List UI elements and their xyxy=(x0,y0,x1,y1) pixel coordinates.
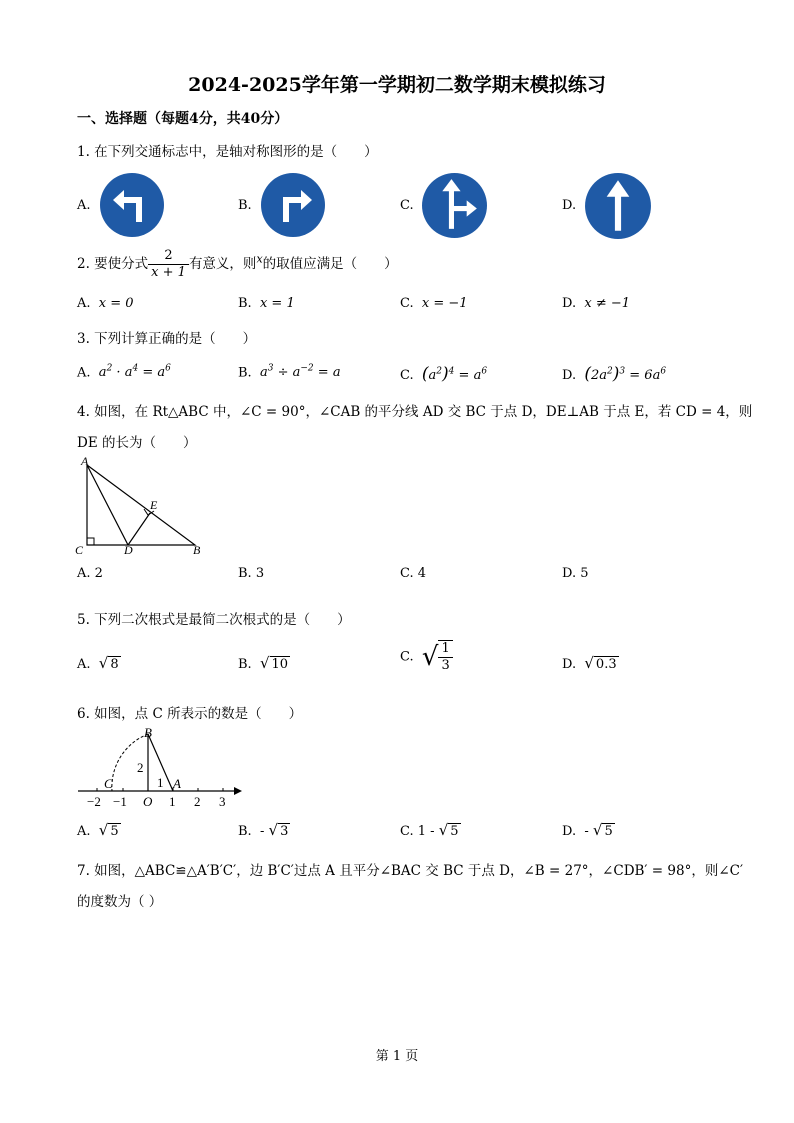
page-title: 2024-2025学年第一学期初二数学期末模拟练习 xyxy=(188,74,606,96)
q5-option-c: C. √ $\frac{1}{3}$ xyxy=(400,640,453,674)
q6-option-b: B. - √ 3 xyxy=(238,821,289,839)
question-5-stem: 5. 下列二次根式是最简二次根式的是（ ） xyxy=(77,612,351,628)
q2-text-post2: 的取值应满足（ ） xyxy=(262,256,398,272)
q2-option-a: A. x = 0 xyxy=(77,296,134,311)
q4-triangle-figure xyxy=(72,455,212,560)
question-4-line2: DE 的长为（ ） xyxy=(77,435,197,451)
straight-ahead-sign-icon xyxy=(584,172,652,240)
q4-option-b: B. 3 xyxy=(238,566,265,581)
q4-label-a: A xyxy=(81,455,89,468)
q6-label-a: A xyxy=(173,776,181,791)
q2-option-d: D. x ≠ −1 xyxy=(562,296,631,311)
question-4-line1: 4. 如图，在 Rt△ABC 中，∠C = 90°，∠CAB 的平分线 AD 交 BC 于点 D，DE⊥AB 于点 E，若 CD = 4，则 xyxy=(77,404,753,420)
q2-fraction-numerator: 2 xyxy=(148,248,189,265)
q6-option-d: D. - √ 5 xyxy=(562,821,613,839)
q6-label-c: C xyxy=(104,776,113,791)
q4-option-c: C. 4 xyxy=(400,566,427,581)
section-heading: 一、选择题（每题4分，共40分） xyxy=(77,111,289,127)
q2-fraction xyxy=(148,248,189,281)
q6-tick-origin: O xyxy=(143,794,153,809)
q3-option-d: D. $(2a^2)^3 = 6a^6$ xyxy=(562,364,667,384)
q4-option-d: D. 5 xyxy=(562,566,589,581)
q2-fraction-denominator: x + 1 xyxy=(151,265,186,280)
q2-variable: x xyxy=(256,252,263,266)
q3-option-b: B. $a^3 \div a^{-2} = a$ xyxy=(238,364,341,381)
q6-tick-3: 3 xyxy=(219,794,226,809)
page-number: 第 1 页 xyxy=(375,1049,419,1064)
q4-label-b: B xyxy=(193,543,201,557)
straight-or-right-sign-icon xyxy=(421,172,488,239)
q6-tick-neg1: −1 xyxy=(113,794,127,809)
q5-option-b: B. √ 10 xyxy=(238,654,289,672)
question-3-stem: 3. 下列计算正确的是（ ） xyxy=(77,331,257,347)
question-1-stem: 1. 在下列交通标志中，是轴对称图形的是（ ） xyxy=(77,144,378,160)
q6-tick-2: 2 xyxy=(194,794,201,809)
q2-option-b: B. x = 1 xyxy=(238,296,295,311)
q2-text-post: 有意义，则 xyxy=(188,256,257,272)
q6-label-2: 2 xyxy=(137,760,144,775)
q4-option-a: A. 2 xyxy=(77,566,103,581)
q6-label-1: 1 xyxy=(157,775,164,790)
q3-option-a: A. $a^2 \cdot a^4 = a^6$ xyxy=(77,364,171,381)
turn-right-sign-icon xyxy=(260,172,326,238)
q6-number-line-figure xyxy=(74,724,249,812)
question-6-stem: 6. 如图，点 C 所表示的数是（ ） xyxy=(77,706,303,722)
q2-option-c: C. x = −1 xyxy=(400,296,468,311)
q4-label-e: E xyxy=(150,498,158,512)
q6-label-b: B xyxy=(144,725,152,740)
q4-label-c: C xyxy=(75,543,84,557)
q6-option-c: C. 1 - √ 5 xyxy=(400,821,459,839)
q1-option-b-label: B. xyxy=(238,198,252,213)
question-2-stem xyxy=(77,248,398,281)
q4-label-d: D xyxy=(124,543,133,557)
q1-option-a-label: A. xyxy=(77,198,91,213)
turn-left-sign-icon xyxy=(99,172,165,238)
q1-option-d-label: D. xyxy=(562,198,577,213)
q6-option-a: A. √ 5 xyxy=(77,821,119,839)
q3-option-c: C. $(a^2)^4 = a^6$ xyxy=(400,364,488,384)
q6-tick-neg2: −2 xyxy=(87,794,101,809)
question-7-line1: 7. 如图，△ABC≌△A′B′C′，边 B′C′过点 A 且平分∠BAC 交 BC 于点 D，∠B = 27°，∠CDB′ = 98°，则∠C′ xyxy=(77,863,744,879)
q6-tick-1: 1 xyxy=(169,794,176,809)
q5-option-d: D. √ 0.3 xyxy=(562,654,617,672)
question-7-line2: 的度数为（ ） xyxy=(77,894,163,910)
q2-text-pre: 2. 要使分式 xyxy=(77,256,149,272)
q1-option-c-label: C. xyxy=(400,198,414,213)
q5-option-a: A. √ 8 xyxy=(77,654,119,672)
